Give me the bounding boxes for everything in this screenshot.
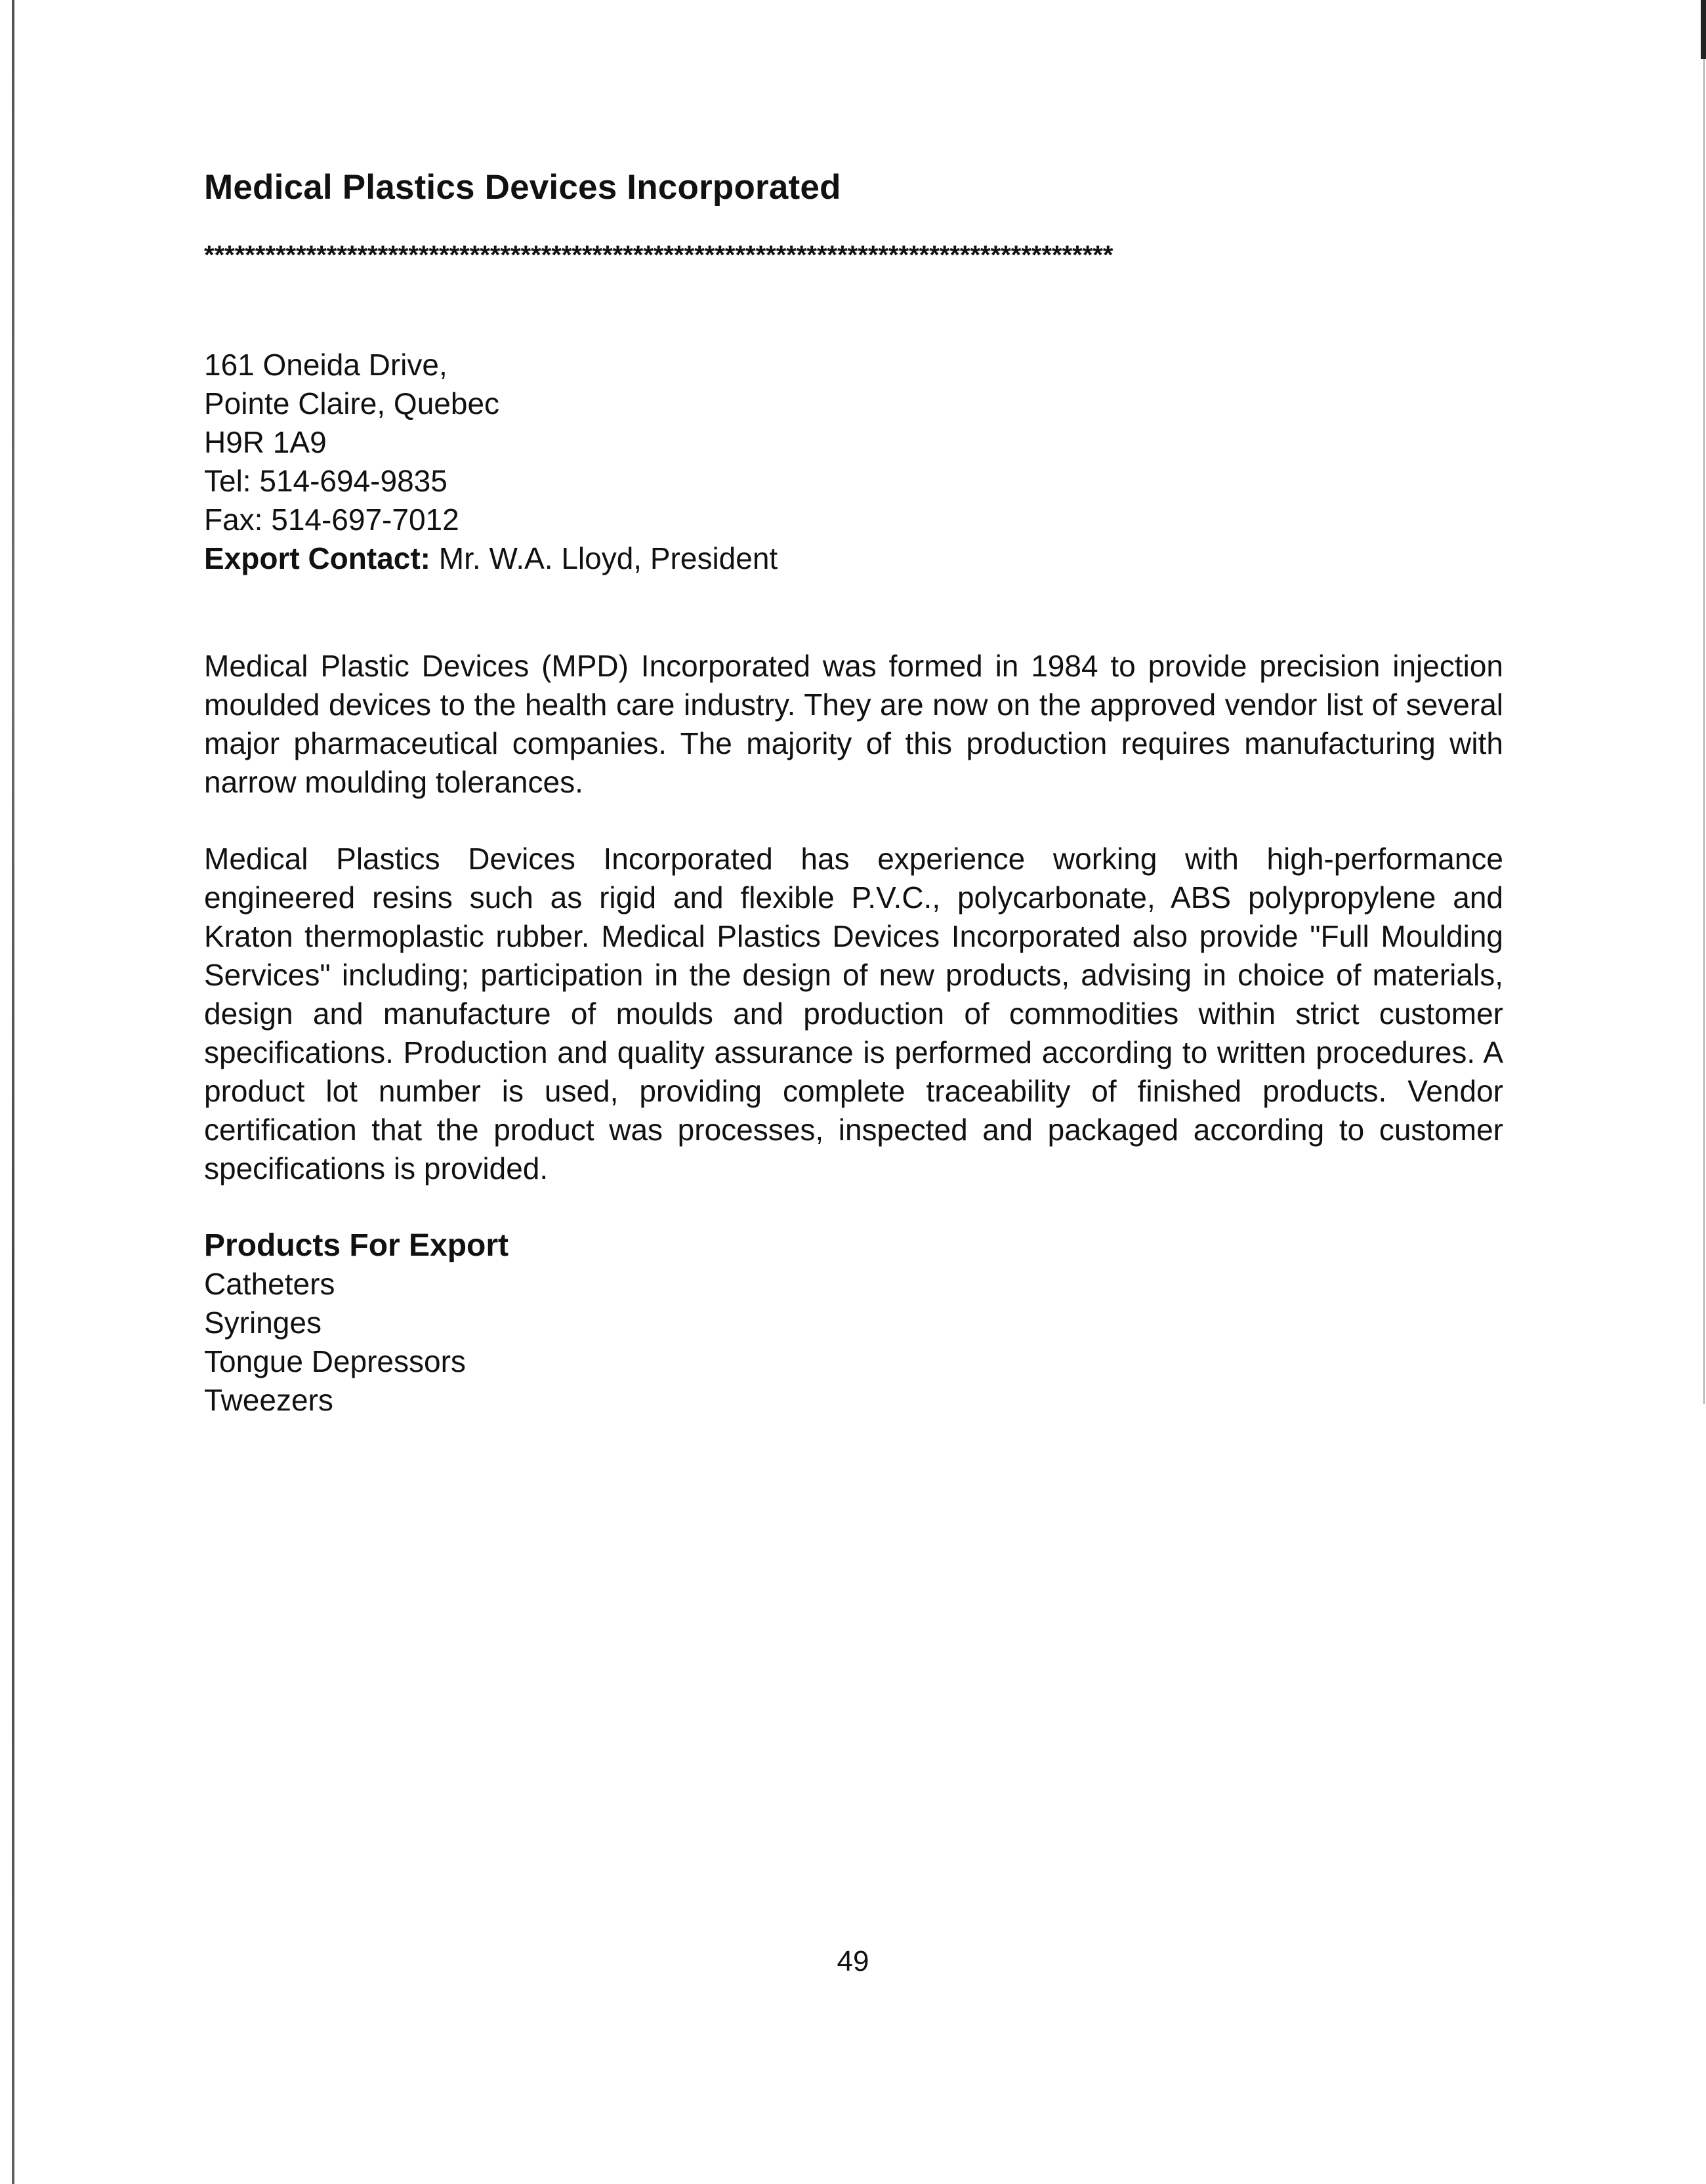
page-number: 49 [837,1945,869,1977]
export-contact [204,539,1503,578]
address-postal-code: H9R 1A9 [204,425,327,459]
address-tel: Tel: 514-694-9835 [204,464,447,498]
address-city: Pointe Claire, Quebec [204,386,500,421]
products-section [204,1226,1503,1420]
address-block [204,346,1503,578]
product-item: Tweezers [204,1383,333,1417]
scan-edge-left [12,0,14,2184]
address-street: 161 Oneida Drive, [204,348,447,382]
company-description-paragraph: Medical Plastic Devices (MPD) Incorporated was formed in 1984 to provide precision injection moulded devices to the health care industry. They are now on the approved vendor list of several major pharmaceutical companies. The majority of this production requires manufacturing with narrow moulding tolerances. [204,649,1503,799]
asterisk-separator: ***************************************************************************************** [204,241,1113,270]
product-item: Syringes [204,1306,322,1340]
export-contact-label: Export Contact: [204,541,430,575]
products-heading: Products For Export [204,1228,509,1263]
company-capabilities-paragraph: Medical Plastics Devices Incorporated has experience working with high-performance engineered resins such as rigid and flexible P.V.C., polycarbonate, ABS polypropylene and Kraton thermoplastic rubber. Medical Plastics Devices Incorporated also provide "Full Moulding Services" including; participation in the design of new products, advising in choice of materials, design and manufacture of moulds and production of commodities within strict customer specifications. Production and quality assurance is performed according to written procedures. A product lot number is used, providing complete traceability of finished products. Vendor certification that the product was processes, inspected and packaged according to customer specifications is provided. [204,842,1503,1185]
scan-edge-right-top [1701,0,1706,59]
document-content [204,167,1503,1420]
product-item: Catheters [204,1267,335,1301]
export-contact-value: Mr. W.A. Lloyd, President [430,541,778,575]
product-item: Tongue Depressors [204,1344,466,1378]
address-fax: Fax: 514-697-7012 [204,503,459,537]
scan-edge-right [1703,59,1705,1404]
company-title: Medical Plastics Devices Incorporated [204,168,841,207]
